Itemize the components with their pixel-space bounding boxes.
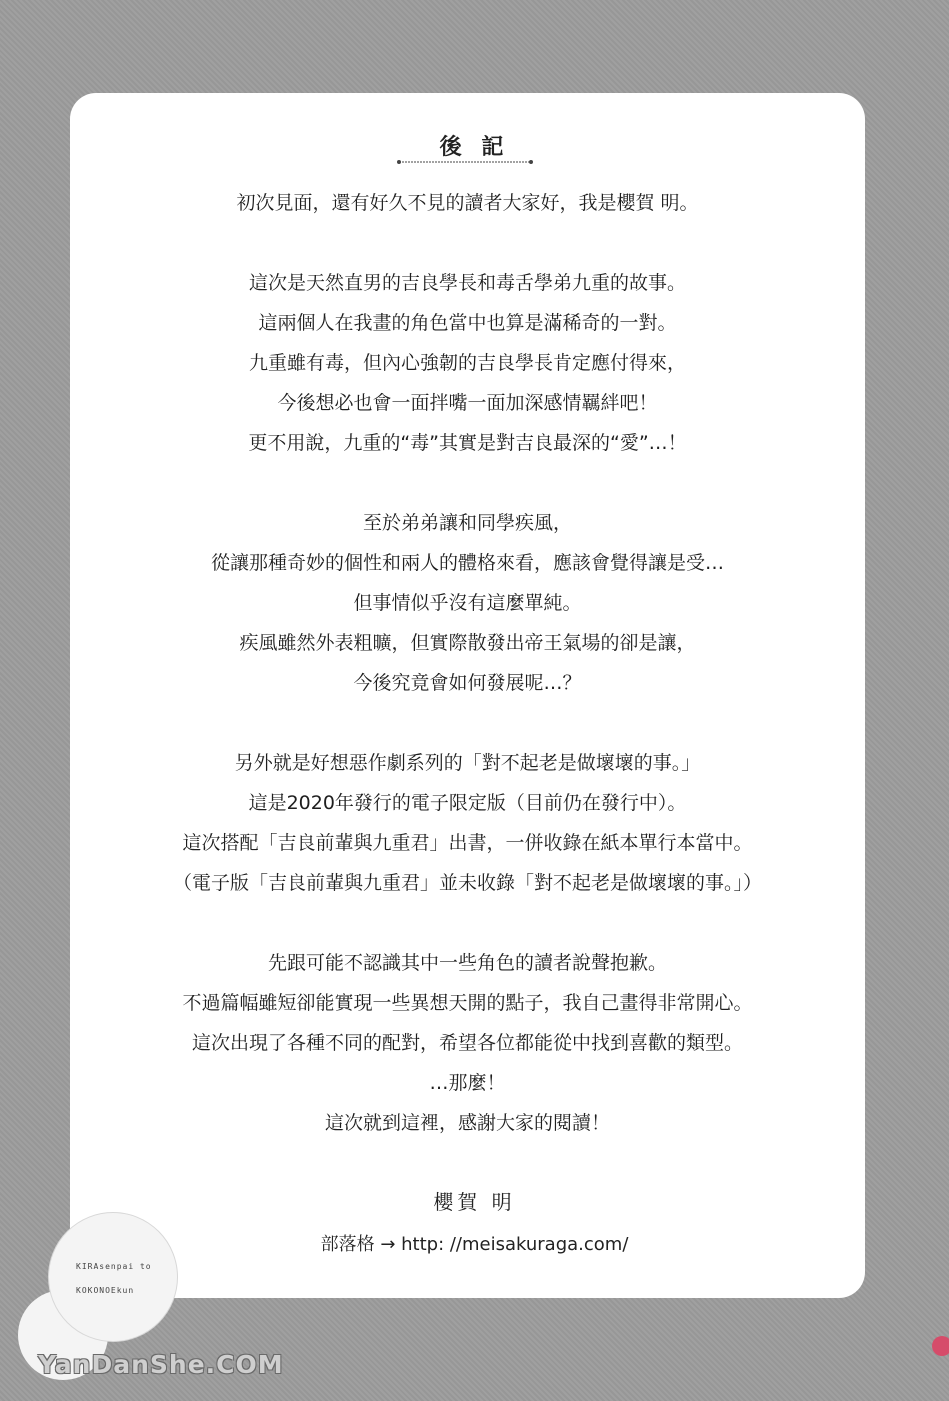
paragraph-gap bbox=[70, 463, 865, 503]
corner-text-line-2: KOKONOEkun bbox=[76, 1286, 135, 1295]
afterword-line: 另外就是好想惡作劇系列的「對不起老是做壞壞的事。」 bbox=[234, 752, 701, 774]
watermark: YanDanShe.COM bbox=[38, 1350, 284, 1379]
afterword-line: 疾風雖然外表粗曠，但實際散發出帝王氣場的卻是讓， bbox=[239, 632, 696, 654]
afterword-line: 這次是天然直男的吉良學長和毒舌學弟九重的故事。 bbox=[248, 272, 686, 294]
afterword-line: 先跟可能不認識其中一些角色的讀者說聲抱歉。 bbox=[267, 952, 667, 974]
corner-text-line-1: KIRAsenpai to bbox=[76, 1262, 152, 1271]
corner-decoration-circle bbox=[48, 1212, 178, 1342]
afterword-line: 今後究竟會如何發展呢…？ bbox=[353, 672, 582, 694]
afterword-line: 從讓那種奇妙的個性和兩人的體格來看，應該會覺得讓是受… bbox=[210, 552, 724, 574]
afterword-line: （電子版「吉良前輩與九重君」並未收錄「對不起老是做壞壞的事。」） bbox=[172, 872, 762, 894]
afterword-line: 這兩個人在我畫的角色當中也算是滿稀奇的一對。 bbox=[258, 312, 677, 334]
afterword-line: 九重雖有毒，但內心強韌的吉良學長肯定應付得來， bbox=[248, 352, 686, 374]
blog-link[interactable]: 部落格 → http: //meisakuraga.com/ bbox=[320, 1234, 629, 1255]
afterword-line: 至於弟弟讓和同學疾風， bbox=[362, 512, 572, 534]
afterword-line: …那麼！ bbox=[429, 1072, 506, 1094]
afterword-line: 這是2020年發行的電子限定版（目前仍在發行中）。 bbox=[248, 792, 687, 814]
afterword-line: 這次搭配「吉良前輩與九重君」出書，一併收錄在紙本單行本當中。 bbox=[182, 832, 753, 854]
afterword-line: 但事情似乎沒有這麼單純。 bbox=[353, 592, 582, 614]
paragraph-gap bbox=[70, 903, 865, 943]
paragraph-gap bbox=[70, 223, 865, 263]
afterword-line: 這次就到這裡，感謝大家的閱讀！ bbox=[324, 1112, 610, 1134]
page-title: 後 記 bbox=[439, 135, 510, 160]
title-divider bbox=[396, 159, 534, 165]
paragraph-gap bbox=[70, 703, 865, 743]
afterword-line: 今後想必也會一面拌嘴一面加深感情羈絆吧！ bbox=[277, 392, 658, 414]
afterword-line: 不過篇幅雖短卻能實現一些異想天開的點子，我自己畫得非常開心。 bbox=[182, 992, 753, 1014]
afterword-line: 更不用說，九重的“毒”其實是對吉良最深的“愛”…！ bbox=[248, 432, 687, 454]
author-name: 櫻賀 明 bbox=[433, 1190, 516, 1214]
afterword-line: 這次出現了各種不同的配對，希望各位都能從中找到喜歡的類型。 bbox=[191, 1032, 743, 1054]
afterword-line: 初次見面，還有好久不見的讀者大家好，我是櫻賀 明。 bbox=[236, 192, 699, 214]
afterword-body bbox=[70, 183, 865, 1143]
heart-icon bbox=[932, 1336, 949, 1356]
